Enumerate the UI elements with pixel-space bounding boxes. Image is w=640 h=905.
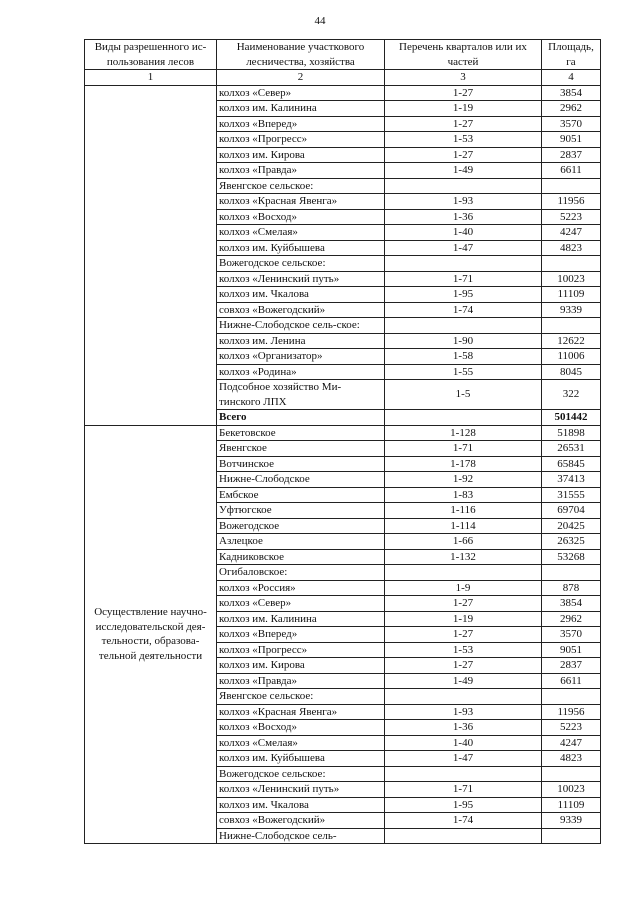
forestry-name-cell: колхоз «Смелая» xyxy=(217,225,385,241)
quarters-cell: 1-19 xyxy=(385,611,542,627)
quarters-cell: 1-71 xyxy=(385,782,542,798)
area-cell: 2962 xyxy=(542,101,601,117)
table-header-row xyxy=(85,40,601,70)
quarters-cell: 1-27 xyxy=(385,116,542,132)
area-cell: 4823 xyxy=(542,751,601,767)
forestry-name-cell: Явенгское xyxy=(217,441,385,457)
quarters-cell: 1-128 xyxy=(385,425,542,441)
quarters-cell: 1-116 xyxy=(385,503,542,519)
area-cell: 8045 xyxy=(542,364,601,380)
quarters-cell: 1-47 xyxy=(385,240,542,256)
quarters-cell: 1-178 xyxy=(385,456,542,472)
forestry-name-cell: колхоз «Правда» xyxy=(217,163,385,179)
area-cell xyxy=(542,766,601,782)
quarters-cell xyxy=(385,410,542,426)
area-cell: 5223 xyxy=(542,209,601,225)
forestry-name-cell: колхоз «Прогресс» xyxy=(217,132,385,148)
area-cell: 4247 xyxy=(542,225,601,241)
forestry-name-cell: Нижне-Слободское сель-ское: xyxy=(217,318,385,334)
quarters-cell: 1-53 xyxy=(385,132,542,148)
column-number: 1 xyxy=(85,70,217,86)
forestry-name-cell: Всего xyxy=(217,410,385,426)
area-cell: 4247 xyxy=(542,735,601,751)
area-cell: 11956 xyxy=(542,704,601,720)
quarters-cell: 1-93 xyxy=(385,704,542,720)
quarters-cell: 1-27 xyxy=(385,85,542,101)
area-cell: 2962 xyxy=(542,611,601,627)
quarters-cell: 1-74 xyxy=(385,813,542,829)
quarters-cell xyxy=(385,565,542,581)
quarters-cell: 1-90 xyxy=(385,333,542,349)
forestry-name-cell: колхоз им. Чкалова xyxy=(217,797,385,813)
area-cell: 11006 xyxy=(542,349,601,365)
quarters-cell: 1-19 xyxy=(385,101,542,117)
quarters-cell: 1-55 xyxy=(385,364,542,380)
column-number: 4 xyxy=(542,70,601,86)
quarters-cell xyxy=(385,178,542,194)
forestry-name-cell: колхоз им. Куйбышева xyxy=(217,240,385,256)
forestry-name-cell: колхоз «Ленинский путь» xyxy=(217,782,385,798)
area-cell: 51898 xyxy=(542,425,601,441)
quarters-cell: 1-92 xyxy=(385,472,542,488)
area-cell: 501442 xyxy=(542,410,601,426)
area-cell: 31555 xyxy=(542,487,601,503)
forestry-name-cell: Вожегодское сельское: xyxy=(217,256,385,272)
area-cell: 6611 xyxy=(542,163,601,179)
area-cell: 11109 xyxy=(542,797,601,813)
area-cell: 9339 xyxy=(542,813,601,829)
quarters-cell: 1-49 xyxy=(385,673,542,689)
forestry-name-cell: колхоз «Россия» xyxy=(217,580,385,596)
quarters-cell: 1-66 xyxy=(385,534,542,550)
forestry-name-cell: колхоз «Смелая» xyxy=(217,735,385,751)
forestry-name-cell: Нижне-Слободское сель- xyxy=(217,828,385,844)
area-cell: 322 xyxy=(542,380,601,410)
forestry-name-cell: колхоз «Красная Явенга» xyxy=(217,194,385,210)
quarters-cell: 1-40 xyxy=(385,225,542,241)
header-area: Площадь, га xyxy=(542,40,601,70)
area-cell: 10023 xyxy=(542,271,601,287)
area-cell: 3570 xyxy=(542,627,601,643)
quarters-cell: 1-5 xyxy=(385,380,542,410)
forestry-name-cell: Уфтюгское xyxy=(217,503,385,519)
quarters-cell: 1-114 xyxy=(385,518,542,534)
area-cell: 26325 xyxy=(542,534,601,550)
header-use-type: Виды разрешенного ис-пользования лесов xyxy=(85,40,217,70)
area-cell xyxy=(542,256,601,272)
forestry-name-cell: колхоз «Правда» xyxy=(217,673,385,689)
forestry-name-cell: колхоз «Организатор» xyxy=(217,349,385,365)
forestry-name-cell: колхоз «Восход» xyxy=(217,720,385,736)
forestry-name-cell: Вожегодское сельское: xyxy=(217,766,385,782)
quarters-cell xyxy=(385,828,542,844)
quarters-cell xyxy=(385,256,542,272)
forestry-name-cell: Кадниковское xyxy=(217,549,385,565)
quarters-cell: 1-49 xyxy=(385,163,542,179)
area-cell: 10023 xyxy=(542,782,601,798)
column-number-row xyxy=(85,70,601,86)
area-cell: 2837 xyxy=(542,658,601,674)
quarters-cell: 1-71 xyxy=(385,441,542,457)
area-cell: 53268 xyxy=(542,549,601,565)
area-cell: 12622 xyxy=(542,333,601,349)
quarters-cell xyxy=(385,689,542,705)
forestry-name-cell: колхоз «Север» xyxy=(217,596,385,612)
area-cell xyxy=(542,828,601,844)
forestry-name-cell: совхоз «Вожегодский» xyxy=(217,813,385,829)
forestry-name-cell: колхоз им. Калинина xyxy=(217,101,385,117)
forestry-name-cell: Огибаловское: xyxy=(217,565,385,581)
forestry-name-cell: колхоз «Ленинский путь» xyxy=(217,271,385,287)
area-cell: 20425 xyxy=(542,518,601,534)
forestry-name-cell: колхоз им. Куйбышева xyxy=(217,751,385,767)
forest-use-table xyxy=(84,39,601,844)
quarters-cell: 1-74 xyxy=(385,302,542,318)
quarters-cell: 1-132 xyxy=(385,549,542,565)
quarters-cell: 1-47 xyxy=(385,751,542,767)
area-cell: 3570 xyxy=(542,116,601,132)
quarters-cell: 1-58 xyxy=(385,349,542,365)
forestry-name-cell: Бекетовское xyxy=(217,425,385,441)
area-cell: 69704 xyxy=(542,503,601,519)
forestry-name-cell: колхоз «Прогресс» xyxy=(217,642,385,658)
quarters-cell: 1-53 xyxy=(385,642,542,658)
quarters-cell: 1-40 xyxy=(385,735,542,751)
area-cell: 37413 xyxy=(542,472,601,488)
forestry-name-cell: колхоз «Север» xyxy=(217,85,385,101)
forestry-name-cell: колхоз «Красная Явенга» xyxy=(217,704,385,720)
area-cell: 878 xyxy=(542,580,601,596)
quarters-cell: 1-27 xyxy=(385,147,542,163)
area-cell: 5223 xyxy=(542,720,601,736)
area-cell: 11109 xyxy=(542,287,601,303)
area-cell xyxy=(542,178,601,194)
forestry-name-cell: колхоз «Восход» xyxy=(217,209,385,225)
forestry-name-cell: колхоз «Родина» xyxy=(217,364,385,380)
quarters-cell: 1-27 xyxy=(385,627,542,643)
table-row xyxy=(85,425,601,441)
table-body xyxy=(85,85,601,844)
forestry-name-cell: Вожегодское xyxy=(217,518,385,534)
quarters-cell: 1-9 xyxy=(385,580,542,596)
area-cell: 6611 xyxy=(542,673,601,689)
use-type-cell xyxy=(85,85,217,425)
area-cell: 9051 xyxy=(542,132,601,148)
quarters-cell: 1-93 xyxy=(385,194,542,210)
area-cell xyxy=(542,565,601,581)
forestry-name-cell: Ембское xyxy=(217,487,385,503)
forestry-name-cell: Вотчинское xyxy=(217,456,385,472)
forestry-name-cell: колхоз «Вперед» xyxy=(217,627,385,643)
quarters-cell: 1-83 xyxy=(385,487,542,503)
table-row xyxy=(85,85,601,101)
area-cell xyxy=(542,689,601,705)
area-cell: 11956 xyxy=(542,194,601,210)
quarters-cell: 1-95 xyxy=(385,797,542,813)
forestry-name-cell: Явенгское сельское: xyxy=(217,689,385,705)
area-cell: 26531 xyxy=(542,441,601,457)
quarters-cell: 1-71 xyxy=(385,271,542,287)
area-cell xyxy=(542,318,601,334)
forestry-name-cell: Нижне-Слободское xyxy=(217,472,385,488)
page-number: 44 xyxy=(314,15,326,27)
forestry-name-cell: колхоз им. Ленина xyxy=(217,333,385,349)
area-cell: 4823 xyxy=(542,240,601,256)
forestry-name-cell: колхоз «Вперед» xyxy=(217,116,385,132)
area-cell: 9339 xyxy=(542,302,601,318)
forestry-name-cell: колхоз им. Чкалова xyxy=(217,287,385,303)
header-quarters: Перечень кварталов или их частей xyxy=(385,40,542,70)
quarters-cell: 1-27 xyxy=(385,596,542,612)
column-number: 2 xyxy=(217,70,385,86)
quarters-cell: 1-27 xyxy=(385,658,542,674)
area-cell: 2837 xyxy=(542,147,601,163)
area-cell: 3854 xyxy=(542,85,601,101)
area-cell: 9051 xyxy=(542,642,601,658)
forestry-name-cell: колхоз им. Калинина xyxy=(217,611,385,627)
column-number: 3 xyxy=(385,70,542,86)
quarters-cell xyxy=(385,766,542,782)
quarters-cell: 1-36 xyxy=(385,720,542,736)
forestry-name-cell: колхоз им. Кирова xyxy=(217,658,385,674)
forestry-name-cell: колхоз им. Кирова xyxy=(217,147,385,163)
forestry-name-cell: Азлецкое xyxy=(217,534,385,550)
forestry-name-cell: Подсобное хозяйство Ми-тинского ЛПХ xyxy=(217,380,385,410)
quarters-cell xyxy=(385,318,542,334)
area-cell: 65845 xyxy=(542,456,601,472)
forestry-name-cell: Явенгское сельское: xyxy=(217,178,385,194)
header-forestry-name: Наименование участкового лесничества, хозяйства xyxy=(217,40,385,70)
forestry-name-cell: совхоз «Вожегодский» xyxy=(217,302,385,318)
area-cell: 3854 xyxy=(542,596,601,612)
quarters-cell: 1-36 xyxy=(385,209,542,225)
quarters-cell: 1-95 xyxy=(385,287,542,303)
use-type-cell: Осуществление научно-исследовательской дея-тельности, образова-тельной деятельности xyxy=(85,425,217,844)
